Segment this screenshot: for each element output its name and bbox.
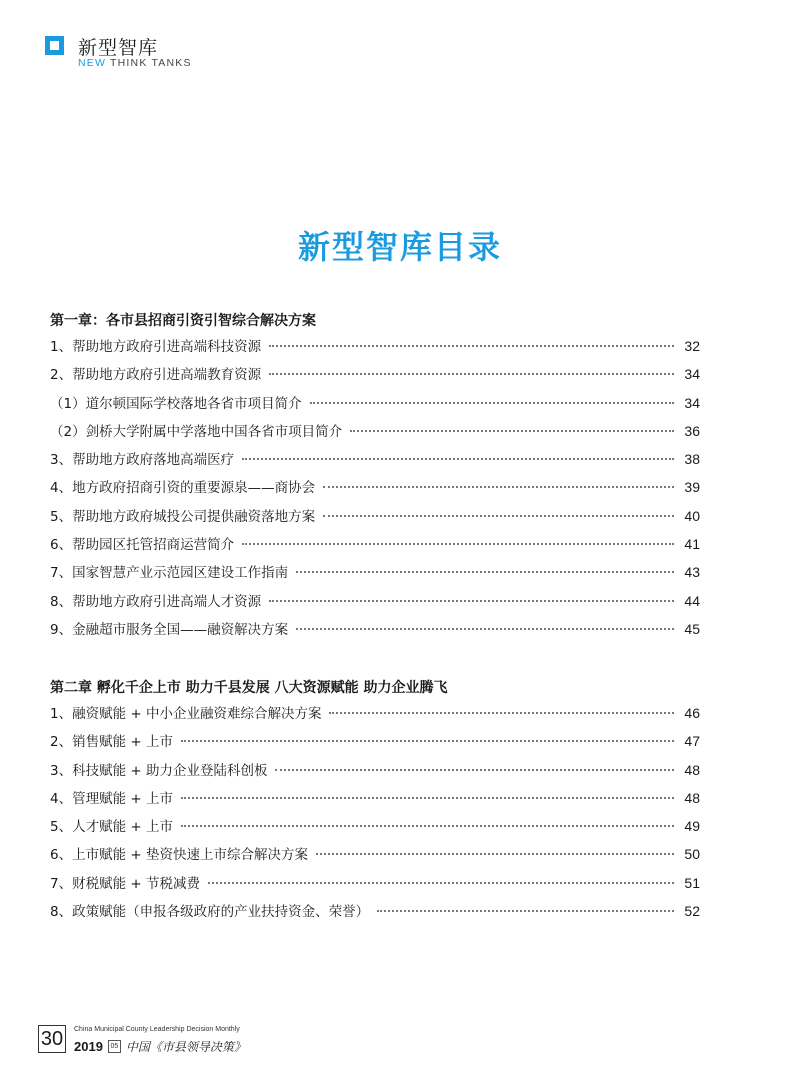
toc-item (50, 897, 700, 925)
toc-item-label: 6、上市赋能 + 垫资快速上市综合解决方案 (50, 847, 308, 864)
toc-item-label: 2、销售赋能 + 上市 (50, 734, 173, 751)
toc-item-label: 4、地方政府招商引资的重要源泉——商协会 (50, 480, 316, 497)
toc-list (50, 332, 700, 643)
toc-item-page: 36 (684, 422, 700, 439)
toc-item-page: 43 (684, 564, 700, 581)
toc-leader-dots (296, 571, 674, 573)
toc-item-label: （1）道尔顿国际学校落地各省市项目简介 (50, 395, 302, 412)
toc-list (50, 699, 700, 925)
toc-leader-dots (323, 515, 674, 517)
toc-item (50, 502, 700, 530)
logo-chinese-name: 新型智库 (78, 37, 159, 59)
toc-item (50, 727, 700, 755)
toc-item (50, 784, 700, 812)
toc-item (50, 812, 700, 840)
toc-leader-dots (269, 345, 674, 347)
toc-item (50, 473, 700, 501)
logo-square-icon (45, 36, 64, 55)
toc-leader-dots (181, 825, 674, 827)
toc-item (50, 869, 700, 897)
toc-item-label: 1、帮助地方政府引进高端科技资源 (50, 339, 262, 355)
toc-item (50, 699, 700, 727)
toc-leader-dots (181, 797, 674, 799)
chapter-title: 第一章：各市县招商引资引智综合解决方案 (50, 313, 316, 329)
toc-item-label: 3、科技赋能 + 助力企业登陆科创板 (50, 762, 268, 779)
logo-en-accent: NEW (78, 57, 107, 69)
toc-item-label: 7、国家智慧产业示范园区建设工作指南 (50, 565, 289, 582)
toc-leader-dots (242, 543, 674, 545)
toc-item-page: 51 (684, 874, 700, 891)
toc-item-page: 48 (684, 761, 700, 778)
toc-item-page: 45 (684, 620, 700, 637)
toc-item-page: 41 (684, 536, 700, 553)
toc-leader-dots (269, 600, 674, 602)
toc-item-page: 48 (684, 789, 700, 806)
toc-item (50, 445, 700, 473)
toc-leader-dots (329, 712, 674, 714)
toc-item-page: 40 (684, 507, 700, 524)
toc-item-label: 1、融资赋能 + 中小企业融资难综合解决方案 (50, 706, 322, 722)
page-number: 30 (38, 1025, 66, 1053)
toc-leader-dots (208, 882, 674, 884)
page-title: 新型智库目录 (297, 228, 502, 266)
toc-item (50, 587, 700, 615)
toc-item-label: 5、帮助地方政府城投公司提供融资落地方案 (50, 508, 316, 525)
toc-item-label: 3、帮助地方政府落地高端医疗 (50, 452, 235, 469)
chapter-one (50, 310, 700, 643)
footer-issue-line (74, 1038, 246, 1055)
toc-leader-dots (296, 628, 674, 630)
toc-item-page: 46 (684, 705, 700, 721)
toc-item-label: （2）剑桥大学附属中学落地中国各省市项目简介 (50, 423, 343, 440)
toc-leader-dots (310, 402, 674, 404)
toc-item (50, 840, 700, 868)
toc-item (50, 756, 700, 784)
toc-item-page: 47 (684, 733, 700, 750)
magazine-chinese-name: 中国《市县领导决策》 (125, 1040, 246, 1054)
toc-leader-dots (269, 373, 674, 375)
toc-item-label: 9、金融超市服务全国——融资解决方案 (50, 621, 289, 638)
toc-leader-dots (275, 769, 674, 771)
toc-item (50, 558, 700, 586)
toc-item (50, 530, 700, 558)
toc-leader-dots (242, 458, 674, 460)
toc-item (50, 389, 700, 417)
toc-item-page: 38 (684, 451, 700, 468)
toc-item-page: 49 (684, 818, 700, 835)
toc-leader-dots (350, 430, 674, 432)
toc-item-page: 50 (684, 846, 700, 863)
toc-item-label: 6、帮助园区托管招商运营简介 (50, 537, 235, 554)
issue-number: 05 (108, 1040, 121, 1053)
toc-item-label: 7、财税赋能 + 节税减费 (50, 875, 200, 892)
toc-item (50, 332, 700, 360)
toc-item-page: 34 (684, 366, 700, 383)
toc-item-page: 34 (684, 394, 700, 411)
chapter-two (50, 677, 700, 925)
toc-item-label: 8、政策赋能（申报各级政府的产业扶持资金、荣誉） (50, 904, 370, 921)
toc-item-label: 8、帮助地方政府引进高端人才资源 (50, 593, 262, 610)
logo-en-rest: THINK TANKS (106, 57, 192, 69)
toc-item (50, 615, 700, 643)
toc-item (50, 417, 700, 445)
toc-leader-dots (181, 740, 674, 742)
toc-item-label: 4、管理赋能 + 上市 (50, 790, 173, 807)
toc-leader-dots (323, 486, 674, 488)
toc-item-page: 44 (684, 592, 700, 609)
chapter-title: 第二章 孵化千企上市 助力千县发展 八大资源赋能 助力企业腾飞 (50, 680, 448, 696)
toc-item-page: 39 (684, 479, 700, 496)
toc-item-label: 5、人才赋能 + 上市 (50, 819, 173, 836)
toc-item-page: 32 (684, 338, 700, 354)
logo-english-name (78, 57, 192, 69)
magazine-english-name: China Municipal County Leadership Decision Monthly (74, 1026, 240, 1033)
toc-item-label: 2、帮助地方政府引进高端教育资源 (50, 367, 262, 384)
toc-leader-dots (377, 910, 674, 912)
toc-leader-dots (316, 853, 674, 855)
toc-item-page: 52 (684, 903, 700, 920)
toc-item (50, 360, 700, 388)
issue-year: 2019 (74, 1039, 103, 1054)
